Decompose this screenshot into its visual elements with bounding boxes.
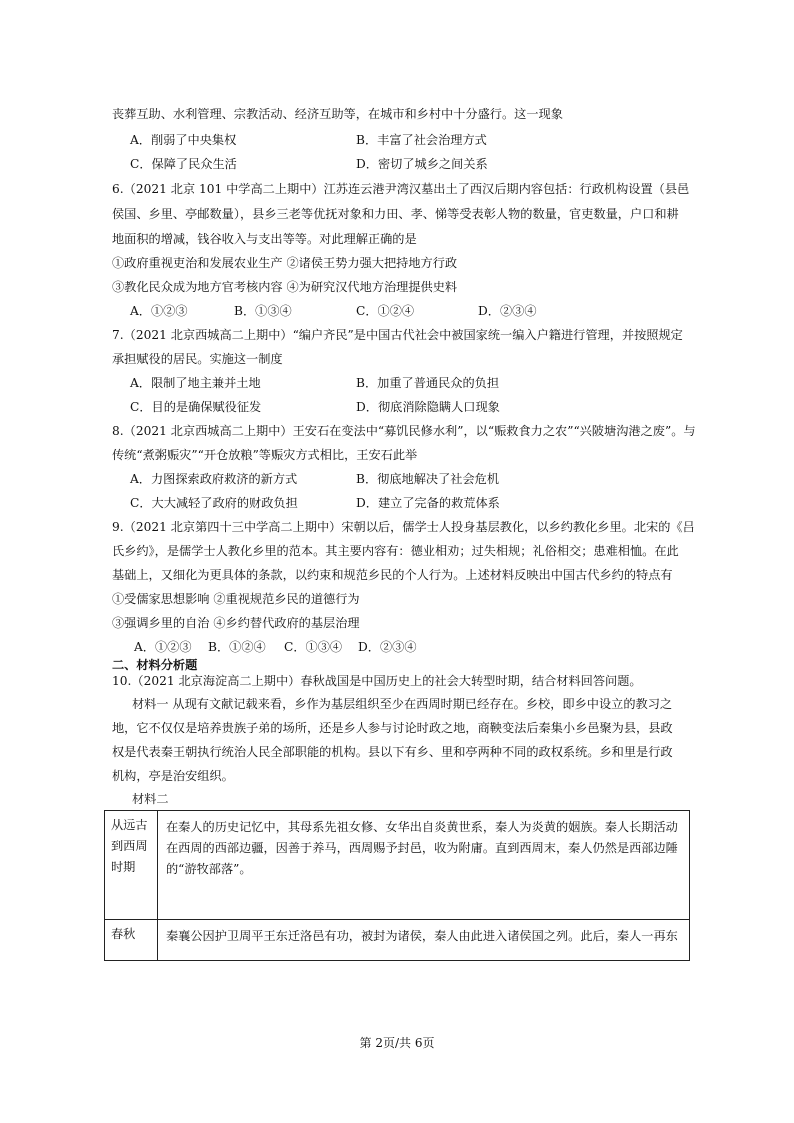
q9-line-3: 基础上，又细化为更具体的条款，以约束和规范乡民的个人行为。上述材料反映出中国古代乡约的特点有 [112, 568, 673, 582]
q9-line-4: ①受儒家思想影响 ②重视规范乡民的道德行为 [112, 592, 360, 606]
q6-option-a: A．①②③ [130, 304, 188, 318]
table-period-cell: 从远古到西周时期 [105, 811, 158, 920]
q6-line-2: 侯国、乡里、亭邮数量），县乡三老等优抚对象和力田、孝、悌等受表彰人物的数量，官吏数量，户口和耕 [112, 207, 679, 221]
q6-line-1: 6.（2021 北京 101 中学高二上期中）江苏连云港尹湾汉墓出土了西汉后期内容包括：行政机构设置（县邑 [112, 182, 690, 196]
q7-option-a: A．限制了地主兼并土地 [130, 376, 261, 390]
q8-line-1: 8.（2021 北京西城高二上期中）王安石在变法中“募饥民修水利”，以“赈救食力之农”“兴陂塘沟港之废”。与 [112, 424, 696, 438]
q9-line-1: 9.（2021 北京第四十三中学高二上期中）宋朝以后，儒学士人投身基层教化，以乡约教化乡里。北宋的《吕 [112, 520, 695, 534]
q7-line-1: 7.（2021 北京西城高二上期中）“编户齐民”是中国古代社会中被国家统一编入户籍进行管理，并按照规定 [112, 328, 683, 342]
q6-option-c: C．①②④ [356, 304, 415, 318]
q6-line-4: ①政府重视吏治和发展农业生产 ②诸侯王势力强大把持地方行政 [112, 256, 458, 270]
q5-option-d: D．密切了城乡之间关系 [356, 157, 488, 171]
material1-line-3: 权是代表秦王朝执行统治人民全部职能的机构。县以下有乡、里和亭两种不同的政权系统。乡和里是行政 [112, 745, 673, 759]
table-content-line: 的“游牧部落”。 [166, 862, 252, 876]
table-period-cell: 春秋 [105, 920, 158, 961]
q9-option-d: D．②③④ [358, 640, 417, 654]
q9-option-b: B．①②④ [208, 640, 266, 654]
q8-option-d: D．建立了完备的救荒体系 [356, 496, 500, 510]
q6-option-d: D．②③④ [478, 304, 537, 318]
q6-line-3: 地面积的增减，钱谷收入与支出等等。对此理解正确的是 [112, 232, 417, 246]
table-row [105, 920, 690, 961]
q9-option-a: A．①②③ [134, 640, 192, 654]
page-number: 第 2页/共 6页 [359, 1036, 435, 1050]
table-row [105, 811, 690, 920]
q8-line-2: 传统“煮粥赈灾”“开仓放粮”等赈灾方式相比，王安石此举 [112, 448, 418, 462]
table-content-line: 在秦人的历史记忆中，其母系先祖女修、女华出自炎黄世系，秦人为炎黄的姻族。秦人长期活动 [166, 820, 678, 834]
q7-option-b: B．加重了普通民众的负担 [356, 376, 500, 390]
material1-line-4: 机构，亭是治安组织。 [112, 769, 234, 783]
q9-line-2: 氏乡约》，是儒学士人教化乡里的范本。其主要内容有：德业相劝；过失相规；礼俗相交；患难相恤。在此 [112, 544, 679, 558]
q9-line-5: ③强调乡里的自治 ④乡约替代政府的基层治理 [112, 616, 360, 630]
q7-line-2: 承担赋役的居民。实施这一制度 [112, 352, 283, 366]
q8-option-b: B．彻底地解决了社会危机 [356, 472, 500, 486]
material1-line-2: 地，它不仅仅是培养贵族子弟的场所，还是乡人参与讨论时政之地，商鞅变法后秦集小乡邑聚为县，县政 [112, 721, 673, 735]
q7-option-c: C．目的是确保赋役征发 [130, 400, 262, 414]
q5-option-b: B．丰富了社会治理方式 [356, 133, 487, 147]
q5-stem-tail: 丧葬互助、水利管理、宗教活动、经济互助等，在城市和乡村中十分盛行。这一现象 [112, 107, 563, 121]
q10-stem: 10.（2021 北京海淀高二上期中）春秋战国是中国历史上的社会大转型时期，结合材料回答问题。 [112, 674, 642, 688]
table-content-cell [158, 920, 690, 961]
q8-option-c: C．大大减轻了政府的财政负担 [130, 496, 298, 510]
table-content-line: 在西周的西部边疆，因善于养马，西周赐予封邑，收为附庸。直到西周末，秦人仍然是西部边陲 [166, 841, 678, 855]
q9-option-c: C．①③④ [284, 640, 343, 654]
q5-option-a: A．削弱了中央集权 [130, 133, 237, 147]
section-title: 二、材料分析题 [112, 658, 198, 672]
q8-option-a: A．力图探索政府救济的新方式 [130, 472, 298, 486]
q6-line-5: ③教化民众成为地方官考核内容 ④为研究汉代地方治理提供史料 [112, 280, 458, 294]
material2-label: 材料二 [132, 792, 169, 806]
table-content-line: 秦襄公因护卫周平王东迁洛邑有功，被封为诸侯，秦人由此进入诸侯国之列。此后，秦人一再东 [166, 929, 678, 943]
table-content-cell [158, 811, 690, 920]
q6-option-b: B．①③④ [234, 304, 292, 318]
material2-table [104, 810, 690, 961]
q7-option-d: D．彻底消除隐瞒人口现象 [356, 400, 500, 414]
q5-option-c: C．保障了民众生活 [130, 157, 237, 171]
material1-line-1: 材料一 从现有文献记载来看，乡作为基层组织至少在西周时期已经存在。乡校，即乡中设立的教习之 [132, 697, 673, 711]
